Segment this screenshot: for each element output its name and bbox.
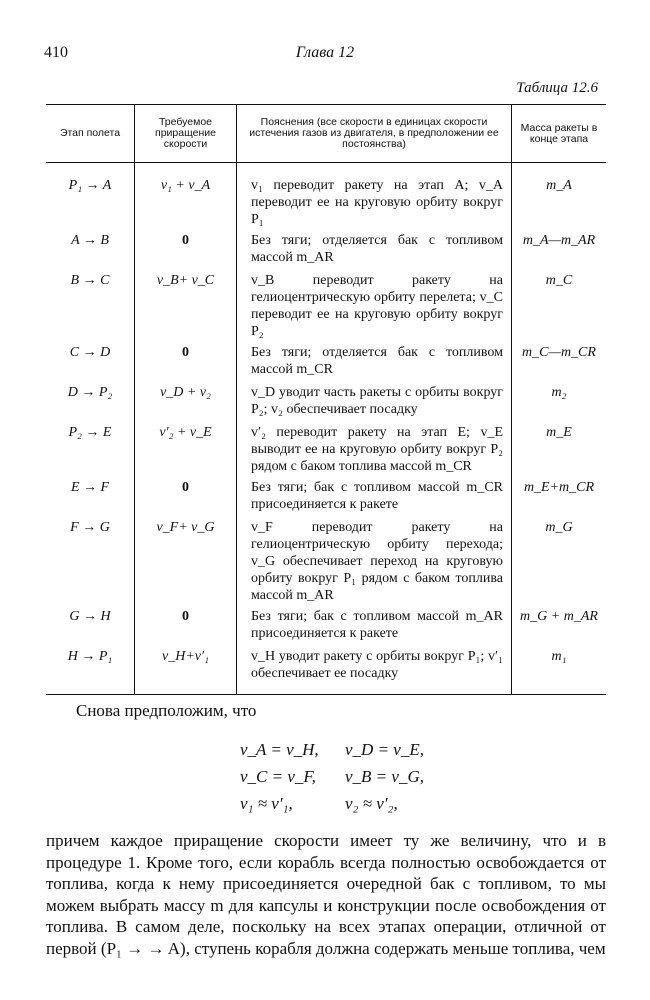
note-cell: Без тяги; бак с топливом массой m_AR присоединяется к ракете — [237, 604, 512, 644]
stage-cell: C → D — [69, 345, 111, 360]
delta-v-cell: v_D + v₂ — [135, 380, 237, 420]
note-cell: v_H уводит ракету с орбиты вокруг P₁; v′₁ обеспечивает ее посадку — [237, 644, 512, 695]
delta-v-cell: 0 — [135, 604, 237, 644]
delta-v-cell: v_H+v′₁ — [135, 644, 237, 695]
note-cell: Без тяги; отделяется бак с топливом массой m_CR — [237, 340, 512, 380]
table-row — [46, 228, 606, 268]
table-row — [46, 604, 606, 644]
table-caption: Таблица 12.6 — [516, 80, 598, 96]
stage-cell: E → F — [70, 480, 110, 495]
note-cell: Без тяги; бак с топливом массой m_CR присоединяется к ракете — [237, 475, 512, 515]
stage-cell: P₂ → E — [68, 425, 112, 440]
mass-cell: m_C — [512, 268, 607, 340]
table-row — [46, 475, 606, 515]
table-header-row — [46, 105, 606, 163]
table-row — [46, 644, 606, 695]
mass-cell: m_G + m_AR — [512, 604, 607, 644]
note-cell: v_D уводит часть ракеты с орбиты вокруг P₂; v₂ обеспечивает посадку — [237, 380, 512, 420]
note-cell: v′₂ переводит ракету на этап E; v_E выводит ее на круговую орбиту вокруг P₂ рядом с баком топлива массой m_CR — [237, 420, 512, 475]
equations-block — [240, 740, 480, 821]
note-cell: v₁ переводит ракету на этап A; v_A переводит ее на круговую орбиту вокруг P₁ — [237, 163, 512, 229]
equation-row — [240, 794, 480, 821]
mass-cell: m₁ — [512, 644, 607, 695]
stage-cell: D → P₂ — [67, 385, 113, 400]
note-cell: v_F переводит ракету на гелиоцентрическую орбиту перехода; v_G обеспечивает переход на круговую орбиту вокруг P₁ рядом с баком топлива массой m_AR — [237, 515, 512, 604]
stage-cell: F → G — [70, 520, 110, 535]
delta-v-cell: 0 — [135, 228, 237, 268]
intro-paragraph: Снова предположим, что — [76, 701, 257, 720]
delta-v-cell: v′₂ + v_E — [135, 420, 237, 475]
stage-cell: A → B — [71, 233, 109, 248]
header-mass: Масса ракеты в конце этапа — [512, 105, 607, 163]
equation: v_C = v_F, — [240, 767, 316, 786]
chapter-title: Глава 12 — [295, 44, 355, 61]
mass-cell: m_G — [512, 515, 607, 604]
mass-cell: m_A—m_AR — [512, 228, 607, 268]
continuation-paragraph: причем каждое приращение скорости имеет ту же величину, что и в процедуре 1. Кроме того, если корабль всегда полностью освобождается от топлива, когда к нему присоединяется очередной бак с топливом, то мы можем выбрать массу m для капсулы и конструкции после освобождения от топлива. В самом деле, поскольку на всех этапах операции, отличной от первой (P₁ → → A), ступень корабля должна содержать меньше топлива, чем — [46, 831, 606, 958]
stage-cell: G → H — [69, 609, 111, 624]
mass-cell: m_E+m_CR — [512, 475, 607, 515]
header-delta-v: Требуемое приращение скорости — [135, 105, 237, 163]
table-row — [46, 515, 606, 604]
table-row — [46, 420, 606, 475]
note-cell: v_B переводит ракету на гелиоцентрическую орбиту перелета; v_C переводит ее на круговую орбиту вокруг P₂ — [237, 268, 512, 340]
table-row — [46, 340, 606, 380]
equation: v₁ ≈ v′₁, — [240, 794, 293, 813]
flight-stages-table — [46, 104, 606, 695]
stage-cell: H → P₁ — [46, 644, 135, 695]
delta-v-cell: v_B+ v_C — [135, 268, 237, 340]
table-row — [46, 380, 606, 420]
equation: v_A = v_H, — [240, 740, 319, 759]
stage-cell: B → C — [70, 273, 110, 288]
equation: v₂ ≈ v′₂, — [345, 794, 398, 813]
delta-v-cell: v_F+ v_G — [135, 515, 237, 604]
note-cell: Без тяги; отделяется бак с топливом массой m_AR — [237, 228, 512, 268]
delta-v-cell: v₁ + v_A — [135, 163, 237, 229]
equation: v_B = v_G, — [345, 767, 424, 786]
table-row — [46, 268, 606, 340]
equation-row — [240, 740, 480, 767]
table-row — [46, 163, 606, 229]
running-head — [44, 44, 606, 64]
equation-row — [240, 767, 480, 794]
mass-cell: m_C—m_CR — [512, 340, 607, 380]
stage-cell: P₁ → A — [68, 178, 112, 193]
header-notes: Пояснения (все скорости в единицах скорости истечения газов из двигателя, в предположении ее постоянства) — [237, 105, 512, 163]
delta-v-cell: 0 — [135, 475, 237, 515]
header-stage: Этап полета — [46, 105, 135, 163]
page-number: 410 — [44, 44, 68, 61]
delta-v-cell: 0 — [135, 340, 237, 380]
mass-cell: m₂ — [512, 380, 607, 420]
mass-cell: m_A — [512, 163, 607, 229]
equation: v_D = v_E, — [345, 740, 424, 759]
mass-cell: m_E — [512, 420, 607, 475]
